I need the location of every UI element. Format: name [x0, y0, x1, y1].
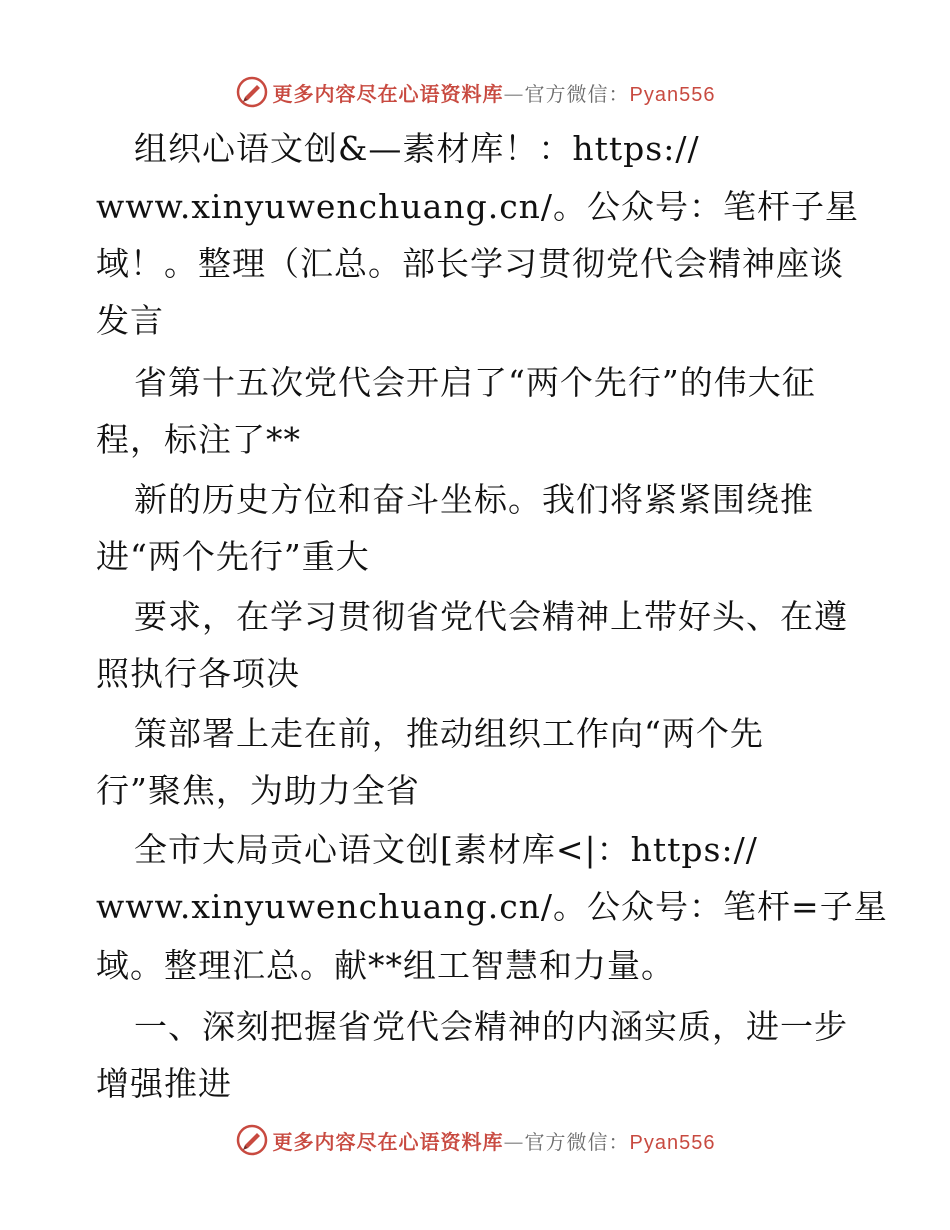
banner-text — [273, 1126, 716, 1155]
text-line: 域！。整理（汇总。部长学习贯彻党代会精神座谈 — [96, 244, 844, 283]
text-line: 照执行各项决 — [96, 654, 300, 693]
banner-wechat-label: 官方微信： — [524, 81, 630, 106]
brand-logo-icon — [235, 75, 269, 109]
banner-wechat-label: 官方微信： — [524, 1129, 630, 1154]
text-line: 组织心语文创&—素材库！：https:// — [134, 129, 700, 168]
text-line: 要求，在学习贯彻省党代会精神上带好头、在遵 — [134, 597, 848, 636]
text-line: 新的历史方位和奋斗坐标。我们将紧紧围绕推 — [134, 480, 814, 519]
text-line: 域。整理汇总。献**组工智慧和力量。 — [96, 946, 675, 985]
footer-banner — [0, 1120, 950, 1160]
banner-brand: 更多内容尽在心语资料库 — [272, 81, 504, 106]
banner-dash: — — [503, 81, 525, 106]
text-line: 策部署上走在前，推动组织工作向“两个先 — [134, 714, 764, 753]
text-line: www.xinyuwenchuang.cn/。公众号：笔杆子星 — [96, 187, 860, 226]
text-line: 全市大局贡心语文创[素材库<|：https:// — [134, 830, 758, 869]
text-line: 增强推进 — [96, 1064, 232, 1103]
header-banner — [0, 72, 950, 112]
banner-text — [273, 78, 716, 107]
text-line: 进“两个先行”重大 — [96, 537, 370, 576]
banner-wechat-id: Pyan556 — [629, 83, 716, 106]
text-line: www.xinyuwenchuang.cn/。公众号：笔杆=子星 — [96, 887, 888, 926]
banner-brand: 更多内容尽在心语资料库 — [272, 1129, 504, 1154]
text-line: 程，标注了** — [96, 420, 301, 459]
text-line: 一、深刻把握省党代会精神的内涵实质，进一步 — [134, 1007, 848, 1046]
text-line: 省第十五次党代会开启了“两个先行”的伟大征 — [134, 363, 816, 402]
banner-wechat-id: Pyan556 — [629, 1131, 716, 1154]
banner-dash: — — [503, 1129, 525, 1154]
text-line: 行”聚焦，为助力全省 — [96, 771, 420, 810]
brand-logo-icon — [235, 1123, 269, 1157]
text-line: 发言 — [96, 301, 164, 340]
